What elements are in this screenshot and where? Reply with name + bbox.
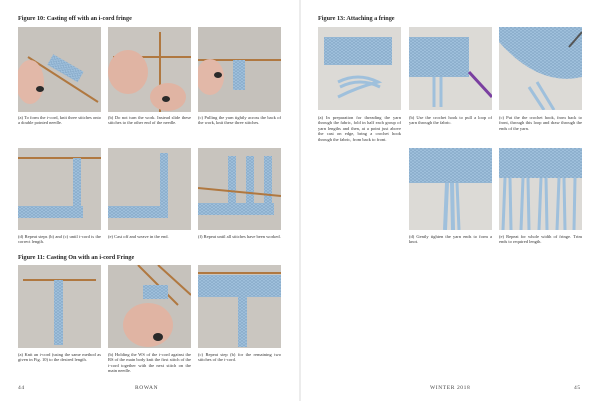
photo-fig13-c bbox=[499, 27, 582, 110]
caption-fig13-c: (c) Put the the crochet hook, from back to front, through this loop and draw through the ends of the yarn. bbox=[499, 115, 582, 131]
photo-fig10-a bbox=[18, 27, 101, 112]
caption-fig13-b: (b) Use the crochet hook to pull a loop of yarn through the fabric. bbox=[409, 115, 492, 126]
caption-fig10-a: (a) To form the i-cord, knit three stitches onto a double pointed needle. bbox=[18, 115, 101, 126]
photo-fig13-b bbox=[409, 27, 492, 110]
caption-fig13-d: (d) Gently tighten the yarn ends to form a knot. bbox=[409, 234, 492, 245]
photo-fig11-b bbox=[108, 265, 191, 348]
photo-fig11-c bbox=[198, 265, 281, 348]
photo-fig10-e bbox=[108, 148, 191, 230]
photo-fig13-a bbox=[318, 27, 401, 110]
photo-fig13-e bbox=[499, 148, 582, 230]
photo-fig10-d bbox=[18, 148, 101, 230]
caption-fig11-b: (b) Holding the WS of the i-cord against the RS of the main body knit the first stitch of the i-cord together with the next stitch on the main needle. bbox=[108, 352, 191, 374]
caption-fig10-c: (c) Pulling the yarn tightly across the back of the work, knit these three stitches. bbox=[198, 115, 281, 126]
figure-13-title: Figure 13: Attaching a fringe bbox=[318, 15, 395, 22]
caption-fig13-e: (e) Repeat for whole width of fringe. Trim ends to required length. bbox=[499, 234, 582, 245]
photo-fig10-f bbox=[198, 148, 281, 230]
photo-fig13-d bbox=[409, 148, 492, 230]
caption-fig10-b: (b) Do not turn the work. Instead slide these stitches to the other end of the needle. bbox=[108, 115, 191, 126]
caption-fig11-c: (c) Repeat step (b) for the remaining two stitches of the i-cord. bbox=[198, 352, 281, 363]
caption-fig11-a: (a) Knit an i-cord (using the same method as given in Fig. 10) to the desired length. bbox=[18, 352, 101, 363]
figure-11-title: Figure 11: Casting On with an i-cord Fringe bbox=[18, 254, 135, 261]
figure-10-title: Figure 10: Casting off with an i-cord fringe bbox=[18, 15, 132, 22]
caption-fig10-e: (e) Cast off and weave in the end. bbox=[108, 234, 169, 239]
running-head-left: ROWAN bbox=[135, 385, 159, 391]
caption-fig13-a: (a) In preparation for threading the yarn through the fabric, fold in half each group of yarn lengths and then, at a point just above the cast on edge, bring a crochet hook through the fabric, from back to front. bbox=[318, 115, 401, 142]
photo-fig10-b bbox=[108, 27, 191, 112]
caption-fig10-f: (f) Repeat until all stitches have been worked. bbox=[198, 234, 281, 239]
left-page-number: 44 bbox=[18, 385, 25, 391]
running-head-right: WINTER 2018 bbox=[430, 385, 471, 391]
caption-fig10-d: (d) Repeat steps (b) and (c) until i-cord is the correct length. bbox=[18, 234, 101, 245]
photo-fig10-c bbox=[198, 27, 281, 112]
page-gutter bbox=[299, 0, 301, 401]
photo-fig11-a bbox=[18, 265, 101, 348]
right-page-number: 45 bbox=[574, 385, 581, 391]
